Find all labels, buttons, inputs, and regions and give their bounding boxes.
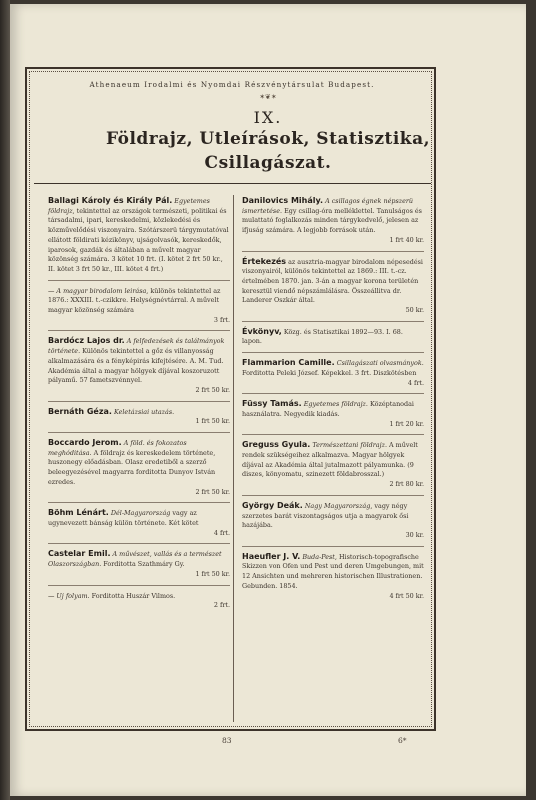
entry-author: Bardócz Lajos dr.: [48, 336, 125, 346]
catalog-entry: [48, 591, 230, 616]
signature-mark: 6*: [398, 736, 407, 745]
entry-text: A földrajz és kereskedelem története, huszonegy előadásban. Olasz eredetiből a szerző beleegyezésével magyarra forditotta Dunyov István ezredes.: [48, 448, 216, 486]
catalog-entry: [48, 196, 230, 281]
entry-author: Haeufler J. V.: [242, 551, 301, 561]
entry-author: Flammarion Camille.: [242, 358, 335, 368]
entry-text: Forditotta Peleki József. Képekkel. 3 frt. Diszkötésben: [242, 368, 417, 377]
entry-author: György Deák.: [242, 500, 303, 510]
section-title-line1: Földrajz, Utleírások, Statisztika,: [105, 129, 431, 149]
entry-title: Keletázsiai utazás.: [114, 407, 175, 416]
entry-title: — Uj folyam.: [48, 591, 90, 600]
entry-author: Évkönyv,: [242, 326, 282, 336]
entry-text: Egy csillag-óra melléklettel. Tanulságos és mulattató foglalkozás minden tárgykedvelő, jelesen az ifjuság számára. A legjobb források után.: [242, 206, 422, 235]
entry-author: Böhm Lénárt.: [48, 508, 109, 518]
entry-author: Castelar Emil.: [48, 549, 111, 559]
page-number: 83: [222, 736, 232, 745]
entry-title: — A magyar birodalom leirása,: [48, 286, 149, 295]
entry-text: A művelt rendek szükségeihez alkalmazva. Magyar hölgyek díjával az Akadémia által jutalmazott pályamunka. (9 diszes, könyomatu, szinezett földabrosszal.): [242, 441, 418, 479]
left-column: [48, 196, 230, 621]
entry-price: 50 kr.: [405, 306, 424, 315]
entry-text: Különös tekintettel a gőz és villanyosság alkalmazására és a fényképirás kifejtésére. A. M. Tud. Akadémia által a magyar hölgyek díjával koszoruzott pályamű. 57 fametszvénnyel.: [48, 347, 224, 385]
catalog-entry: [48, 336, 230, 401]
entry-title: Csillagászati olvasmányok.: [336, 359, 424, 368]
entry-text: Középtanodai használatra. Negyedik kiadás.: [242, 400, 414, 418]
entry-author: Ballagi Károly és Király Pál.: [48, 196, 173, 205]
entry-text: Historisch-topografische Skizzen von Ofen und Pest und deren Umgebungen, mit 12 Ansichten und mehreren historischen Illustrationen. Gebunden. 1854.: [242, 552, 424, 590]
entry-text: vagy az ugynevezett bánság külön története. Két kötet: [48, 509, 199, 527]
title-rule: [34, 183, 431, 184]
right-column: [242, 196, 424, 611]
entry-text: különös tekintettel az 1876.: XXXIII. t.-czikkre. Helységnévtárral. A művelt magyar közönség számára: [48, 286, 221, 315]
catalog-entry: [242, 196, 424, 252]
entry-author: Füssy Tamás.: [242, 399, 302, 409]
entry-price: 2 frt 80 kr.: [389, 480, 424, 489]
catalog-entry: [48, 549, 230, 585]
catalog-entry: [242, 399, 424, 435]
entry-price: 2 frt.: [213, 601, 230, 610]
entry-price: 4 frt.: [407, 378, 424, 387]
entry-price: 4 frt 50 kr.: [389, 591, 424, 600]
catalog-entry: [48, 508, 230, 544]
entry-text: tekintettel az országok természeti, politikai és társadalmi, ipari, kereskedelmi, közlekedési és közművelődési viszonyaira. Szótárszerü tárgymutatóval ellátott földirati kézikönyv, ujságolvasók, kereskedők, iparosok, gazdák és általában a művelt magyar közönség számára. 3 kötet 10 frt. (I. kötet 2 frt 50 kr., II. kötet 3 frt 50 kr., III. kötet 4 frt.): [48, 206, 229, 273]
entry-price: 1 frt 20 kr.: [389, 419, 424, 428]
entry-text: az ausztria-magyar birodalom népesedési viszonyairól, különös tekintettel az 1869.: III. t.-cz. értelmében 1870. jan. 3-án a magyar korona területén keresztül viendő népszámlálásra. Összeállitva dr. Landerer Oszkár által.: [242, 257, 423, 305]
entry-text: vagy négy szerzetes barát viszontagságos utja a magyarok ősi hazájába.: [242, 501, 409, 530]
publisher-header: Athenaeum Irodalmi és Nyomdai Részvénytársulat Budapest.: [89, 80, 375, 89]
entry-price: 2 frt 50 kr.: [195, 385, 230, 394]
section-number: IX.: [253, 108, 283, 127]
entry-text: Közg. és Statisztikai 1892—93. I. 68. lapon.: [242, 327, 403, 346]
entry-price: 1 frt 50 kr.: [195, 569, 230, 578]
entry-title: A csillagos égnek népszerü ismertetése.: [242, 197, 414, 215]
entry-title: A föld. és fokozatos meghóditása.: [48, 439, 187, 457]
entry-title: Egyetemes földrajz.: [303, 400, 368, 409]
entry-title: Egyetemes földrajz,: [48, 197, 210, 215]
column-divider: [233, 195, 234, 722]
entry-price: 2 frt 50 kr.: [195, 487, 230, 496]
entry-author: Greguss Gyula.: [242, 440, 311, 450]
entry-price: 1 frt 40 kr.: [389, 235, 424, 244]
catalog-entry: [48, 407, 230, 433]
entry-text: Forditotta Huszár Vilmos.: [91, 591, 176, 600]
catalog-entry: [242, 257, 424, 322]
entry-title: Természettani földrajz.: [312, 441, 387, 450]
catalog-entry: [48, 438, 230, 503]
entry-price: 4 frt.: [213, 528, 230, 537]
catalog-entry: [242, 327, 424, 353]
ornament-icon: ✶❦✶: [259, 93, 277, 101]
entry-author: Értekezés: [242, 256, 287, 266]
entry-title: Buda-Pest,: [302, 552, 337, 561]
entry-price: 1 frt 50 kr.: [195, 417, 230, 426]
entry-author: Danilovics Mihály.: [242, 196, 324, 205]
catalog-entry: [242, 552, 424, 607]
section-title-line2: Csillagászat.: [204, 153, 332, 173]
entry-title: Nagy Magyarország,: [304, 501, 373, 510]
entry-price: 3 frt.: [213, 315, 230, 324]
entry-title: A művészet, vallás és a természet Olaszországban.: [48, 550, 222, 569]
entry-title: A felfedezések és találmányok története.: [48, 337, 225, 356]
catalog-entry: [242, 358, 424, 394]
catalog-entry: [48, 286, 230, 332]
catalog-entry: [242, 501, 424, 547]
catalog-entry: [242, 440, 424, 496]
entry-price: 30 kr.: [405, 530, 424, 539]
entry-text: Forditotta Szathmáry Gy.: [103, 560, 185, 569]
entry-author: Boccardo Jerom.: [48, 438, 122, 448]
entry-title: Dél-Magyarország: [110, 509, 171, 518]
entry-author: Bernáth Géza.: [48, 406, 112, 416]
